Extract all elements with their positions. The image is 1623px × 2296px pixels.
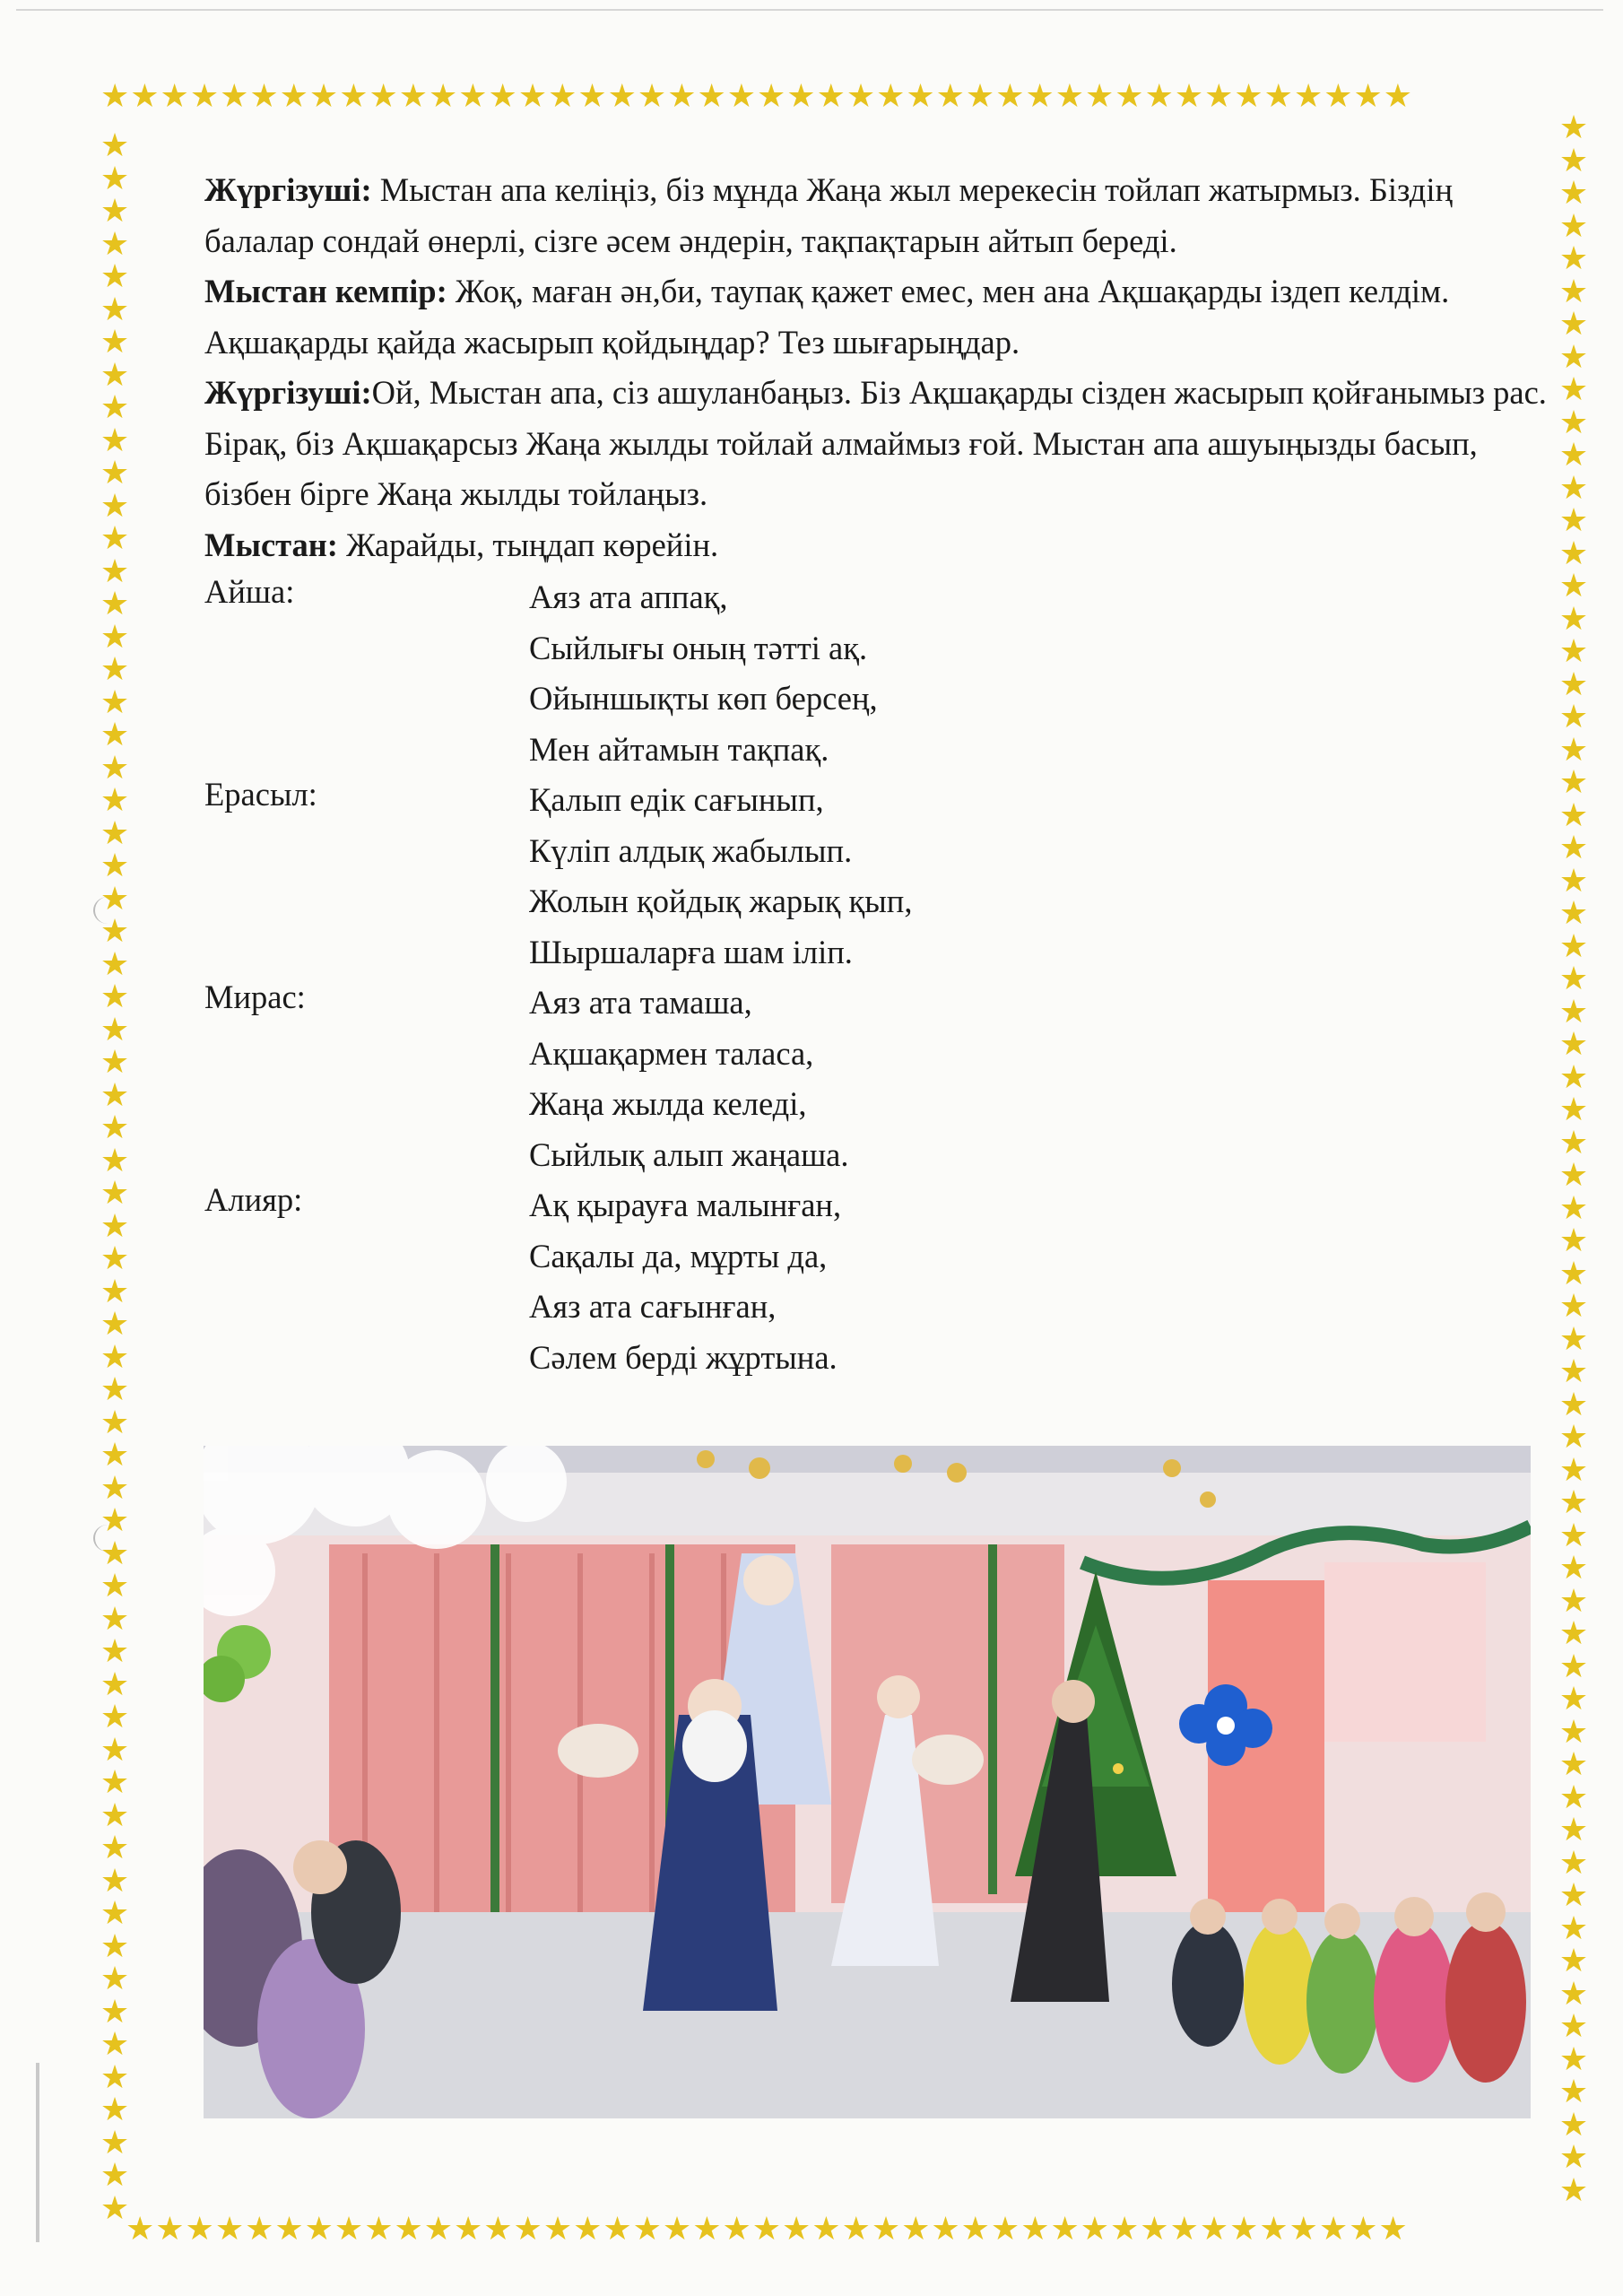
poem-line: Ақ қырауға малынған,: [529, 1187, 842, 1223]
dialogue-paragraph: [204, 368, 1549, 520]
speaker-label: Мыстан кемпір:: [204, 273, 447, 309]
star-border-bottom: ★★★★★★★★★★★★★★★★★★★★★★★★★★★★★★★★★★★★★★★★★★★: [126, 2211, 1409, 2248]
dialogue-text: Жоқ, маған ән,би, таупақ қажет емес, мен ана Ақшақарды іздеп келдім. Ақшақарды қайда жасырып қойдыңдар? Тез шығарыңдар.: [204, 273, 1450, 361]
poem-line: Жолын қойдық жарық қып,: [529, 883, 913, 919]
poem-line: Күліп алдық жабылып.: [529, 831, 853, 869]
poem-line: Сәлем берді жұртына.: [529, 1338, 838, 1376]
speaker-label: Жүргізуші:: [204, 374, 372, 411]
dialogue-text: Ой, Мыстан апа, сіз ашуланбаңыз. Біз Ақшақарды сізден жасырып қойғанымыз рас. Бірақ, біз Ақшақарсыз Жаңа жылды тойлай алмаймыз ғой. Мыстан апа ашуыңызды басып, бізбен бірге Жаңа жылды тойлаңыз.: [204, 374, 1547, 512]
poem-line: Аяз ата аппақ,: [529, 578, 728, 615]
poem-section: [204, 572, 1549, 1383]
new-year-party-photo: [204, 1446, 1531, 2118]
poem-line: Қалып едік сағынып,: [529, 781, 824, 818]
poem-speaker: Ерасыл:: [204, 776, 317, 813]
poem-line: Ақшақармен таласа,: [529, 1034, 814, 1072]
dialogue-paragraph: [204, 165, 1549, 266]
star-border-top: ★★★★★★★★★★★★★★★★★★★★★★★★★★★★★★★★★★★★★★★★★★★★: [100, 78, 1414, 115]
star-border-right: ★★★★★★★★★★★★★★★★★★★★★★★★★★★★★★★★★★★★★★★★★★★★★★★★★★★★★★★★★★★★★★★★: [1558, 112, 1589, 2209]
dialogue-text: Жарайды, тыңдап көрейін.: [337, 526, 719, 563]
document-body: [204, 165, 1549, 1383]
poem-line: Аяз ата сағынған,: [529, 1288, 777, 1325]
poem-line: Мен айтамын тақпақ.: [529, 730, 829, 768]
star-border-left: ★★★★★★★★★★★★★★★★★★★★★★★★★★★★★★★★★★★★★★★★★★★★★★★★★★★★★★★★★★★★★★★★: [100, 130, 130, 2220]
poem-speaker: Айша:: [204, 573, 295, 610]
poem-line: Сыйлығы оның тәтті ақ.: [529, 629, 868, 666]
dialogue-text: Мыстан апа келіңіз, біз мұнда Жаңа жыл мерекесін тойлап жатырмыз. Біздің балалар сондай өнерлі, сізге әсем әндерін, тақпақтарын айтып береді.: [204, 171, 1454, 259]
celebration-photo: [204, 1446, 1531, 2118]
poem-line: Жаңа жылда келеді,: [529, 1085, 807, 1122]
dialogue-paragraph: [204, 266, 1549, 368]
poem-line: Сақалы да, мұрты да,: [529, 1237, 828, 1274]
poem-stanza: [204, 775, 1549, 978]
scan-edge-line: [16, 9, 1603, 11]
poem-stanza: [204, 978, 1549, 1180]
speaker-label: Мыстан:: [204, 526, 338, 563]
dialogue-paragraph: [204, 520, 1549, 571]
poem-line: Аяз ата тамаша,: [529, 984, 752, 1021]
poem-stanza: [204, 1180, 1549, 1383]
speaker-label: Жүргізуші:: [204, 171, 372, 208]
poem-line: Шыршаларға шам іліп.: [529, 933, 853, 970]
poem-line: Сыйлық алып жаңаша.: [529, 1135, 849, 1173]
poem-speaker: Мирас:: [204, 978, 306, 1015]
poem-stanza: [204, 572, 1549, 775]
poem-speaker: Алияр:: [204, 1181, 303, 1218]
scan-margin-mark: [36, 2063, 39, 2242]
poem-line: Ойыншықты көп берсең,: [529, 680, 878, 717]
